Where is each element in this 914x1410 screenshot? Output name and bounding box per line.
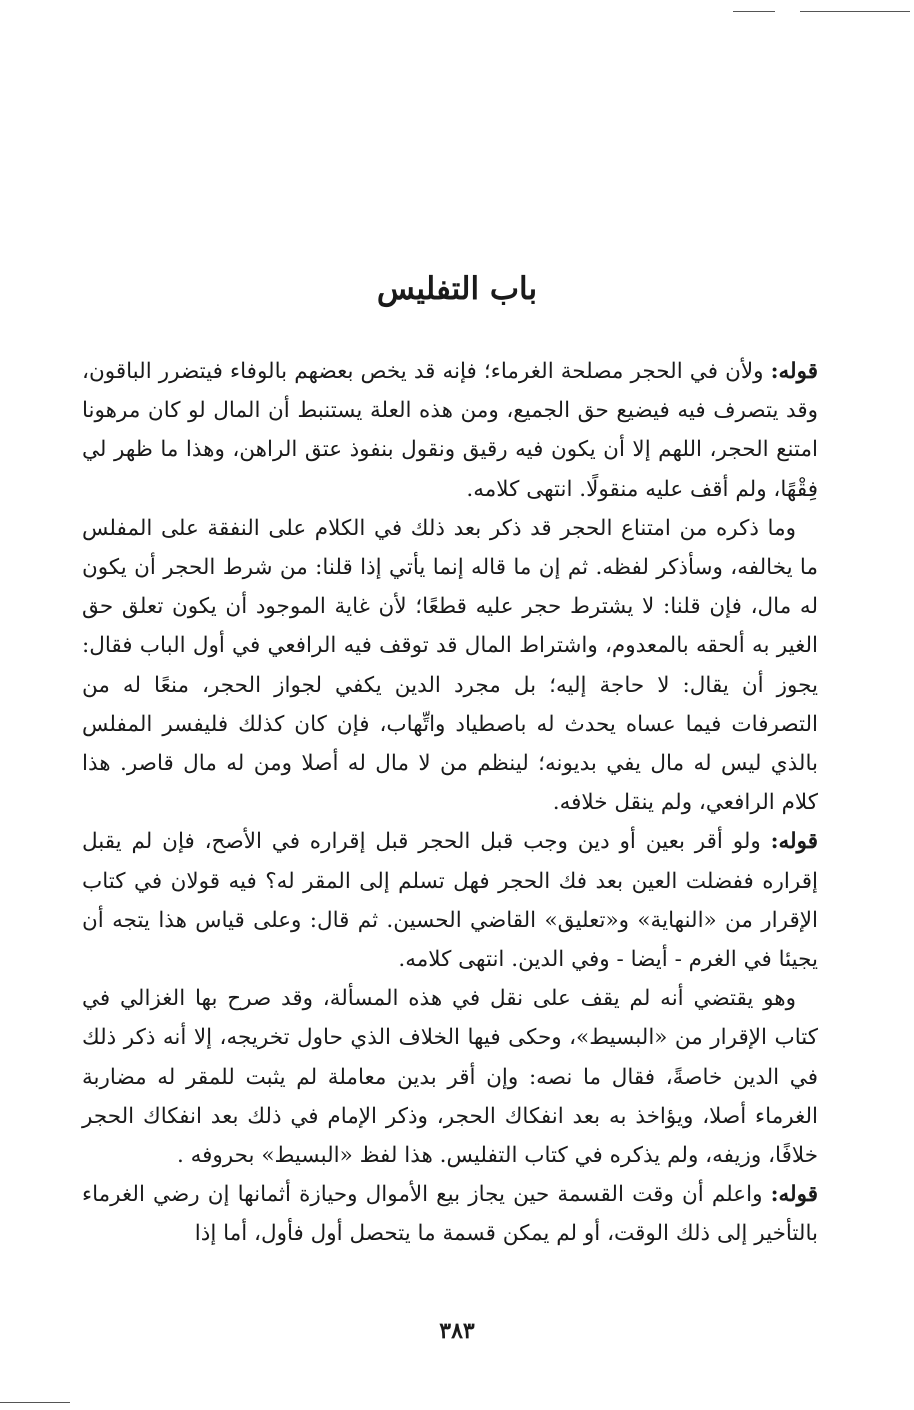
paragraph-4 [82,979,818,1175]
chapter-title: باب التفليس [376,270,538,307]
header-rule-short [733,11,775,12]
paragraph-keyword: قوله: [770,829,818,855]
paragraph-1 [82,352,818,509]
paragraph-text: ولأن في الحجر مصلحة الغرماء؛ فإنه قد يخص بعضهم بالوفاء فيتضرر الباقون، وقد يتصرف فيه فيضيع حق الجميع، ومن هذه العلة يستنبط أن المال لو كان مرهونا امتنع الحجر، اللهم إلا أن يكون فيه رقيق ونقول بنفوذ عتق الراهن، وهذا ما ظهر لي فِقْهًا، ولم أقف عليه منقولًا. انتهى كلامه. [82,359,818,502]
paragraph-keyword: قوله: [770,359,818,384]
footer-rule [0,1402,70,1403]
paragraph-keyword: قوله: [770,1182,818,1208]
paragraph-text: وهو يقتضي أنه لم يقف على نقل في هذه المسألة، وقد صرح بها الغزالي في كتاب الإقرار من «البسيط»، وحكى فيها الخلاف الذي حاول تخريجه، إلا أنه ذكر ذلك في الدين خاصةً، فقال ما نصه: وإن أقر بدين معاملة لم يثبت للمقر له مضاربة الغرماء أصلا، ويؤاخذ به بعد انفكاك الحجر، وذكر الإمام في ذلك بعد انفكاك الحجر خلافًا، وزيفه، ولم يذكره في كتاب التفليس. هذا لفظ «البسيط» بحروفه . [82,986,818,1169]
page-number: ٣٨٣ [439,1318,475,1344]
paragraph-5 [82,1175,818,1253]
paragraph-2 [82,509,818,823]
paragraph-text: واعلم أن وقت القسمة حين يجاز بيع الأموال وحيازة أثمانها إن رضي الغرماء بالتأخير إلى ذلك الوقت، أو لم يمكن قسمة ما يتحصل أول فأول، أما إذا [82,1182,818,1247]
header-rule-long [800,11,910,12]
paragraph-text: ولو أقر بعين أو دين وجب قبل الحجر قبل إقراره في الأصح، فإن لم يقبل إقراره ففضلت العين بعد فك الحجر فهل تسلم إلى المقر له؟ فيه قولان في كتاب الإقرار من «النهاية» و«تعليق» القاضي الحسين. ثم قال: وعلى قياس هذا يتجه أن يجيئا في الغرم - أيضا - وفي الدين. انتهى كلامه. [82,829,818,973]
paragraph-3 [82,822,818,979]
page-body [82,352,818,1254]
paragraph-text: وما ذكره من امتناع الحجر قد ذكر بعد ذلك في الكلام على النفقة على المفلس ما يخالفه، وسأذكر لفظه. ثم إن ما قاله إنما يأتي إذا قلنا: من شرط الحجر أن يكون له مال، فإن قلنا: لا يشترط حجر عليه قطعًا؛ لأن غاية الموجود أن يكون تعلق حق الغير به ألحقه بالمعدوم، واشتراط المال قد توقف فيه الرافعي في أول الباب فقال: يجوز أن يقال: لا حاجة إليه؛ بل مجرد الدين يكفي لجواز الحجر، منعًا له من التصرفات فيما عساه يحدث له باصطياد واتِّهاب، فإن كان كذلك فليفسر المفلس بالذي ليس له مال يفي بديونه؛ لينظم من لا مال له أصلا ومن له مال قاصر. هذا كلام الرافعي، ولم ينقل خلافه. [82,515,818,816]
